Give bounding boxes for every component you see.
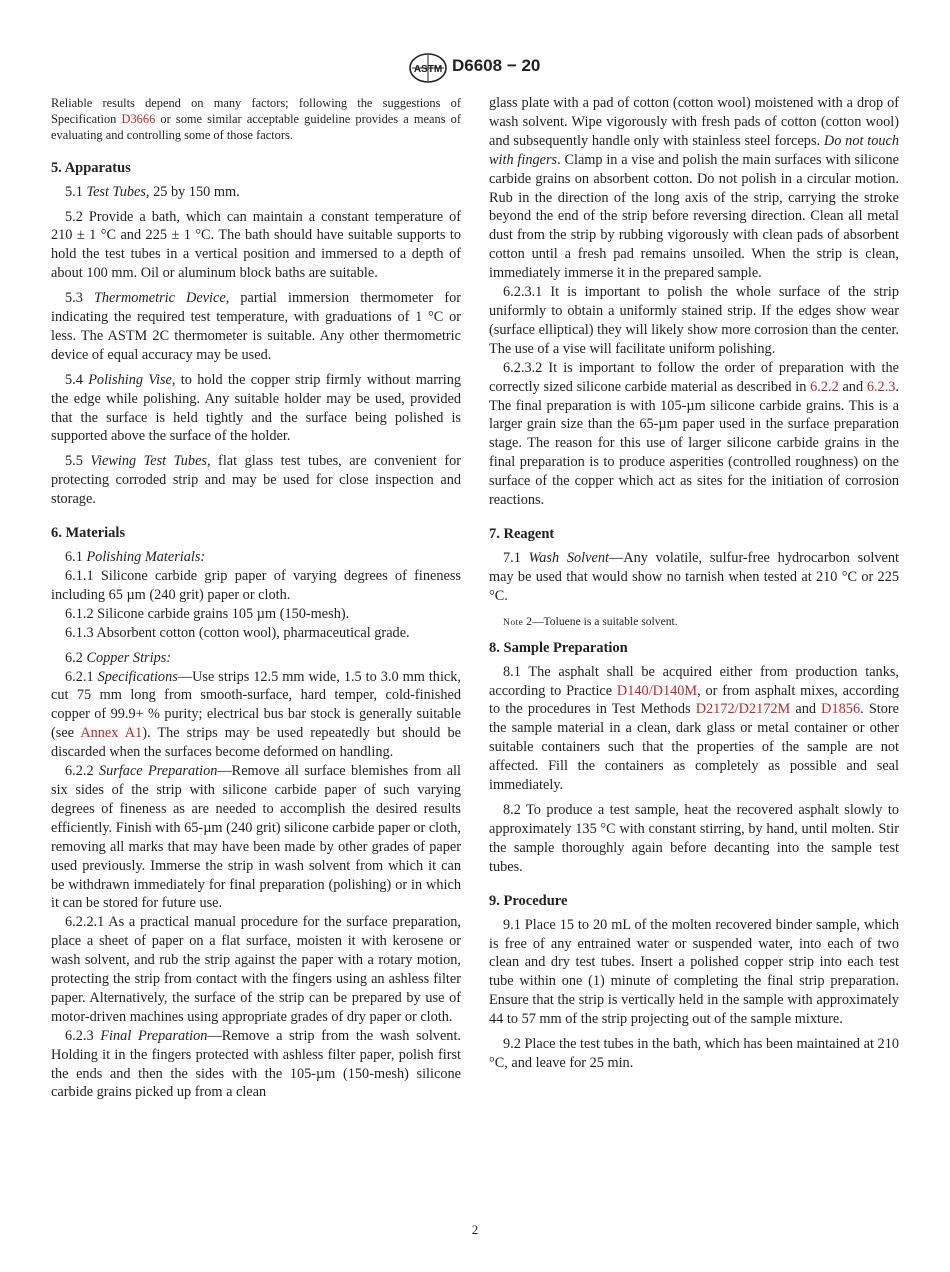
ref-d3666-link[interactable]: D3666	[121, 112, 156, 127]
right-column	[489, 94, 899, 1073]
section-5-heading: 5. Apparatus	[51, 159, 131, 176]
section-6-heading: 6. Materials	[51, 525, 126, 542]
para-6-2-3-2: 6.2.3.2 It is important to follow the order of preparation with the correctly sized silicone carbide material as described in 6.2.2 and 6.2.3. The final preparation is with 105-µm silicone carbide grains. This is a larger grain size than the 65-µm paper used in the surface preparation stage. The reason for this use of larger silicone carbide grains in the final preparation is to produce asperities (controlled roughness) on the surface of the copper which act as sites for the initiation of corrosion reactions.	[489, 359, 899, 509]
para-9-1: 9.1 Place 15 to 20 mL of the molten recovered binder sample, which is free of any entrained water or suspended water, into each of two clean and dry test tubes. Insert a polished copper strip into each test tube within one (1) minute of completing the final strip preparation. Ensure that the strip is vertically held in the sample with approximately 44 to 57 mm of the strip projecting out of the sample mixture.	[489, 916, 899, 1028]
para-6-2: 6.2 Copper Strips:	[65, 649, 172, 666]
para-6-1-3: 6.1.3 Absorbent cotton (cotton wool), pharmaceutical grade.	[65, 624, 410, 641]
para-8-1: 8.1 The asphalt shall be acquired either from production tanks, according to Practice D140/D140M, or from asphalt mixes, according to the procedures in Test Methods D2172/D2172M and D1856. Store the sample material in a clean, dark glass or metal container or other suitable containers such that the properties of the sample are not affected. Fill the containers as completely as possible and seal immediately.	[489, 663, 899, 794]
ref-6-2-3-link[interactable]: 6.2.3	[866, 378, 896, 395]
ref-6-2-2-link[interactable]: 6.2.2	[810, 378, 839, 395]
para-6-1-1: 6.1.1 Silicone carbide grip paper of varying degrees of fineness including 65 µm (240 grit) paper or cloth.	[51, 568, 461, 603]
para-6-1-2: 6.1.2 Silicone carbide grains 105 µm (150-mesh).	[65, 605, 350, 622]
para-5-2: 5.2 Provide a bath, which can maintain a constant temperature of 210 ± 1 °C and 225 ± 1 °C. The bath should have suitable supports to hold the test tubes in a vertical position and immersed to a depth of about 100 mm. Oil or aluminum block baths are suitable.	[51, 208, 461, 282]
para-5-5: 5.5 Viewing Test Tubes, flat glass test tubes, are convenient for protecting corroded strip and may be used for close inspection and storage.	[51, 453, 462, 508]
left-column	[51, 95, 461, 1102]
svg-text:ASTM: ASTM	[413, 64, 443, 75]
page-header	[0, 52, 950, 86]
section-7-heading: 7. Reagent	[489, 525, 555, 542]
ref-d140-link[interactable]: D140/D140M	[616, 682, 698, 699]
note-2: Note 2—Toluene is a suitable solvent.	[503, 614, 678, 628]
para-5-3: 5.3 Thermometric Device, partial immersion thermometer for indicating the required test temperature, with graduations of 1 °C or less. The ASTM 2C thermometer is suitable. Any other thermometric device of equal accuracy may be used.	[51, 290, 461, 363]
para-6-2-2: 6.2.2 Surface Preparation—Remove all surface blemishes from all six sides of the strip with silicone carbide paper of such varying degrees of fineness as are needed to accomplish the desired results efficiently. Finish with 65-µm (240 grit) silicone carbide paper or cloth, removing all marks that may have been made by other grades of paper used previously. Immerse the strip in wash solvent from which it can be withdrawn immediately for final preparation (polishing) or in which it can be stored for future use.	[51, 763, 461, 912]
para-5-1: 5.1 Test Tubes, 25 by 150 mm.	[65, 183, 240, 200]
para-6-1: 6.1 Polishing Materials:	[65, 549, 206, 566]
ref-d1856-link[interactable]: D1856	[821, 701, 861, 718]
para-6-2-3: 6.2.3 Final Preparation—Remove a strip from the wash solvent. Holding it in the fingers protected with ashless filter paper, polish first the ends and then the sides with the 105-µm (150-mesh) silicone carbide grains picked up from a clean	[51, 1027, 461, 1101]
astm-logo-icon	[408, 52, 448, 84]
para-6-2-1: 6.2.1 Specifications—Use strips 12.5 mm wide, 1.5 to 3.0 mm thick, cut 75 mm long from smooth-surface, hard temper, cold-finished copper of 99.9+ % purity; electrical bus bar stock is generally suitable (see Annex A1). The strips may be used repeatedly but should be discarded when the surfaces become deformed on handling.	[51, 668, 461, 761]
intro-paragraph: Reliable results depend on many factors; following the suggestions of Specification D3666 or some similar acceptable guideline provides a means of evaluating and controlling some of those factors.	[51, 96, 461, 143]
para-8-2: 8.2 To produce a test sample, heat the recovered asphalt slowly to approximately 135 °C with constant stirring, by hand, until molten. Stir the sample thoroughly again before decanting into the sample test tubes.	[489, 802, 899, 875]
para-6-2-3-1: 6.2.3.1 It is important to polish the whole surface of the strip uniformly to obtain a uniformly stained strip. If the edges show wear (surface elliptical) they will likely show more corrosion than the center. The use of a vise will facilitate uniform polishing.	[489, 284, 899, 357]
document-designation: D6608 − 20	[452, 56, 541, 75]
section-9-heading: 9. Procedure	[489, 892, 568, 909]
para-6-2-3-continued: glass plate with a pad of cotton (cotton wool) moistened with a drop of wash solvent. Wipe vigorously with fresh pads of cotton (cotton wool) and subsequently handle only with stainless steel forceps. Do not touch with fingers. Clamp in a vise and polish the main surfaces with silicone carbide grains on absorbent cotton. Do not polish in a circular motion. Rub in the direction of the long axis of the strip, carrying the stroke beyond the end of the strip before reversing direction. Clean all metal dust from the strip by rubbing vigorously with clean pads of absorbent cotton until a fresh pad remains unsoiled. When the strip is clean, immediately immerse it in the prepared sample.	[489, 95, 900, 282]
ref-annex-a1-link[interactable]: Annex A1	[80, 725, 143, 742]
ref-d2172-link[interactable]: D2172/D2172M	[695, 701, 791, 718]
section-8-heading: 8. Sample Preparation	[489, 639, 628, 656]
page-number: 2	[471, 1222, 479, 1237]
para-9-2: 9.2 Place the test tubes in the bath, which has been maintained at 210 °C, and leave for 25 min.	[489, 1036, 899, 1071]
para-5-4: 5.4 Polishing Vise, to hold the copper strip firmly without marring the edge while polishing. Any suitable holder may be used, provided that the surface is held tightly and the surface being polished is supported above the surface of the holder.	[51, 371, 462, 445]
para-6-2-2-1: 6.2.2.1 As a practical manual procedure for the surface preparation, place a sheet of paper on a flat surface, moisten it with kerosene or wash solvent, and rub the strip against the paper with a rotary motion, protecting the strip from contact with the fingers using an ashless filter paper. Alternatively, the surface of the strip can be prepared by use of motor-driven machines using appropriate grades of dry paper or cloth.	[51, 914, 461, 1025]
para-7-1: 7.1 Wash Solvent—Any volatile, sulfur-free hydrocarbon solvent may be used that would show no tarnish when tested at 210 °C or 225 °C.	[489, 549, 899, 604]
